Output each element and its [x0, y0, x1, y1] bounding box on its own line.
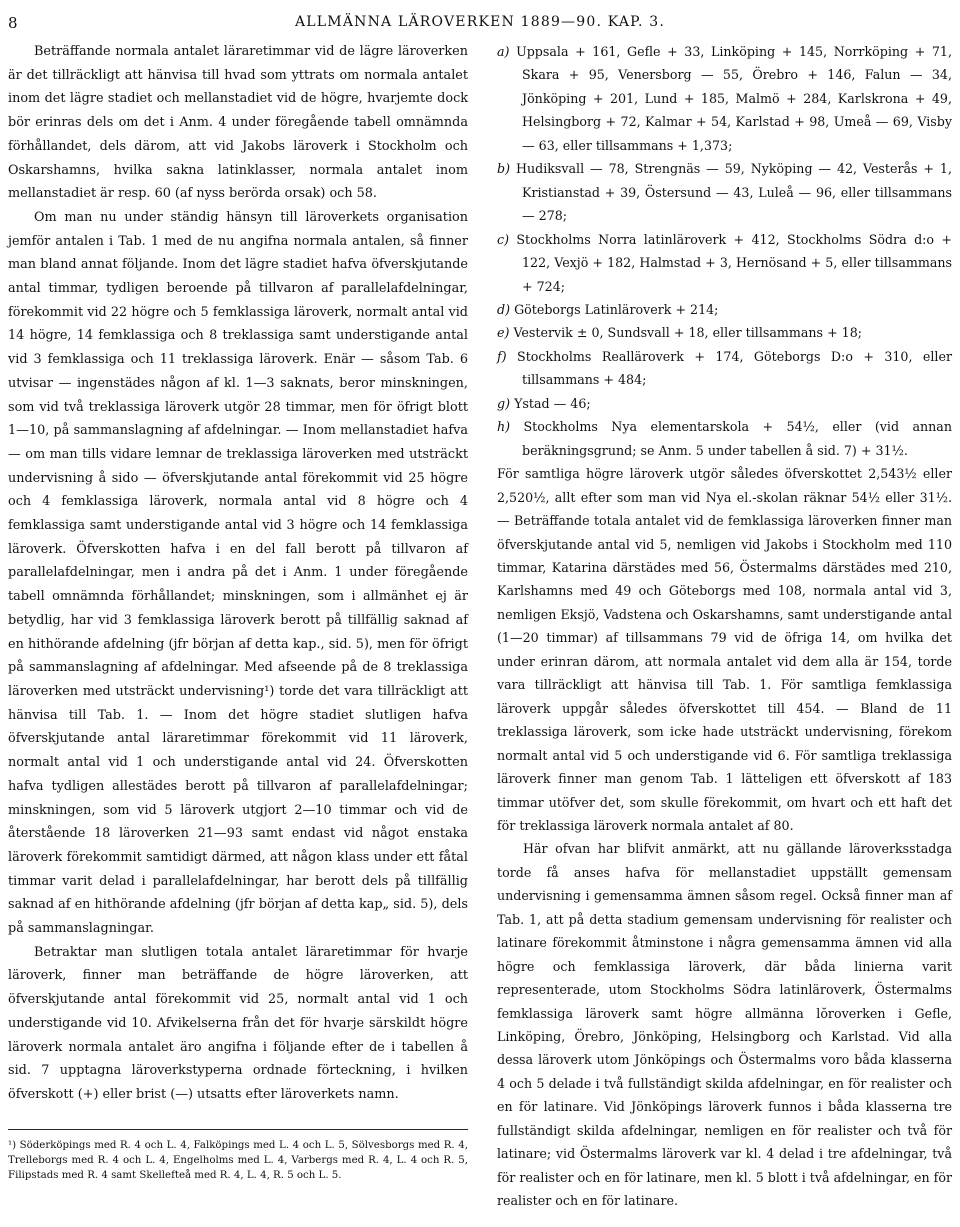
list-item-a [497, 40, 952, 157]
list-text: Göteborgs Latinläroverk + 214; [514, 301, 719, 317]
paragraph: Om man nu under ständig hänsyn till läroverkets organisation jemför antalen i Tab. 1 med de nu angifna normala antalen, så finner man bland annat följande. Inom det lägre stadiet hafva öfverskjutande antal timmar, tydligen beroende på tillvaron af parallelafdelningar, förekommit vid 22 högre och 5 femklassiga läroverk, normalt antal vid 14 högre, 14 femklassiga och 8 treklassiga samt understigande antal vid 3 femklassiga och 11 treklassiga läroverk. Enär — såsom Tab. 6 utvisar — ingenstädes någon af kl. 1—3 saknats, beror minskningen, som vid två treklassiga läroverk utgör 28 timmar, men för öfrigt blott 1—10, på sammanslagning af afdelningar. — Inom mellanstadiet hafva — om man tills vidare lemnar de treklassiga läroverken med utsträckt undervisning å sido — öfverskjutande antal förekommit vid 25 högre och 4 femklassiga läroverk, normala antal vid 8 högre och 4 femklassiga samt understigande antal vid 3 högre och 14 femklassiga läroverk. Öfverskotten hafva i en del fall berott på tillvaron af parallelafdelningar, men i andra på det i Anm. 1 under föregående tabell omnämnda förhållandet; minskningen, som i allmänhet ej är betydlig, har vid 3 femklassiga läroverk berott på tillfällig saknad af en hithörande afdelning (jfr början af detta kap., sid. 5), men för öfrigt på sammanslagning af afdelningar. Med afseende på de 8 treklassiga läroverken med utsträckt undervisning¹) torde det vara tillräckligt att hänvisa till Tab. 1. — Inom det högre stadiet slutligen hafva öfverskjutande antal läraretimmar förekommit vid 11 läroverk, normalt antal vid 1 och understigande antal vid 24. Öfverskotten hafva tydligen allestädes berott på tillvaron af parallelafdelningar; minskningen, som vid 5 läroverk utgjort 2—10 timmar och vid de återstående 18 läroverken 21—93 samt endast vid något enstaka läroverk förekommit samtidigt därmed, att någon klass under ett fåtal timmar varit delad i parallelafdelningar, har berott dels på tillfällig saknad af en hithörande afdelning (jfr början af detta kap„ sid. 5), dels på sammanslagningar. [8, 209, 468, 937]
list-item-b [497, 157, 952, 227]
list-text: Vestervik ± 0, Sundsvall + 18, eller tillsammans + 18; [513, 325, 863, 341]
list-label: h) [497, 419, 511, 435]
paragraph: Beträffande normala antalet läraretimmar vid de lägre läroverken är det tillräckligt att hänvisa till hvad som yttrats om normala antalet inom det lägre stadiet och mellanstadiet vid de högre, hvarjemte dock bör erinras dels om det i Anm. 4 under föregående tabell omnämnda förhållandet, dels därom, att vid Jakobs läroverk i Stockholm och Oskarshamns, hvilka sakna latinklasser, normala antalet inom mellanstadiet är resp. 60 (af nyss berörda orsak) och 58. [8, 44, 468, 202]
paragraph: Betraktar man slutligen totala antalet läraretimmar för hvarje läroverk, finner man beträffande de högre läroverken, att öfverskjutande antal förekommit vid 25, normalt antal vid 1 och understigande vid 10. Afvikelserna från det för hvarje särskildt högre läroverk normala antalet äro angifna i följande efter de i tabellen å sid. 7 upptagna läroverkstyperna ordnade förteckning, i hvilken öfverskott (+) eller brist (—) utsatts efter läroverkets namn. [8, 944, 468, 1102]
list-label: b) [497, 161, 511, 177]
list-label: g) [497, 395, 511, 411]
list-label: c) [497, 231, 510, 247]
list-label: d) [497, 301, 511, 317]
list-item-e [497, 321, 952, 344]
list-label: a) [497, 44, 510, 59]
paragraph: För samtliga högre läroverk utgör således öfverskottet 2,543½ eller 2,520½, allt efter som man vid Nya el.-skolan räknar 54½ eller 31½. — Beträffande totala antalet vid de femklassiga läroverken finner man öfverskjutande antal vid 5, nemligen vid Jakobs i Stockholm med 110 timmar, Katarina därstädes med 56, Östermalms därstädes med 210, Karlshamns med 49 och Göteborgs med 108, normala antal vid 3, nemligen Eksjö, Vadstena och Oskarshamns, samt understigande antal (1—20 timmar) af tillsammans 79 vid de öfriga 14, om hvilka det under erinran därom, att normala antalet vid dem alla är 154, torde vara tillräckligt att hänvisa till Tab. 1. För samtliga femklassiga läroverk uppgår således öfverskottet till 454. — Bland de 11 treklassiga läroverk, som icke hade utsträckt undervisning, förekom normalt antal vid 5 och understigande vid 6. För samtliga treklassiga läroverk finner man genom Tab. 1 lätteligen ett öfverskott af 183 timmar utöfver det, som skulle förekommit, om hvart och ett haft det för treklassiga läroverk normala antalet af 80. [497, 466, 952, 833]
list-item-d [497, 298, 952, 321]
list-label: e) [497, 325, 510, 341]
list-label: f) [497, 348, 507, 364]
left-column [8, 40, 468, 1107]
running-title: ALLMÄNNA LÄROVERKEN 1889—90. KAP. 3. [294, 14, 666, 30]
list-text: Uppsala + 161, Gefle + 33, Linköping + 145, Norrköping + 71, Skara + 95, Venersborg — 55, Örebro + 146, Falun — 34, Jönköping + 201, Lund + 185, Malmö + 284, Karlskrona + 49, Helsingborg + 72, Kalmar + 54, Karlstad + 98, Umeå — 69, Visby — 63, eller tillsammans + 1,373; [516, 44, 952, 153]
list-item-c [497, 228, 952, 298]
footnote: ¹) Söderköpings med R. 4 och L. 4, Falköpings med L. 4 och L. 5, Sölvesborgs med R. 4, Trelleborgs med R. 4 och L. 4, Engelholms med L. 4, Varbergs med R. 4, L. 4 och R. 5, Filipstads med R. 4 samt Skellefteå med R. 4, L. 4, R. 5 och L. 5. [8, 1140, 468, 1182]
list-item-f [497, 345, 952, 392]
page-header [8, 14, 952, 36]
page-number: 8 [8, 14, 18, 32]
list-item-g [497, 392, 952, 415]
list-item-h [497, 415, 952, 462]
footnote-block [8, 1129, 468, 1184]
list-text: Stockholms Nya elementarskola + 54½, eller (vid annan beräkningsgrund; se Anm. 5 under tabellen å sid. 7) + 31½. [522, 419, 952, 458]
list-text: Stockholms Norra latinläroverk + 412, Stockholms Södra d:o + 122, Vexjö + 182, Halmstad + 3, Hernösand + 5, eller tillsammans + 724; [516, 231, 952, 294]
list-text: Ystad — 46; [514, 395, 591, 411]
list-text: Stockholms Realläroverk + 174, Göteborgs D:o + 310, eller tillsammans + 484; [517, 348, 952, 388]
right-column [497, 40, 952, 1213]
list-text: Hudiksvall — 78, Strengnäs — 59, Nyköping — 42, Vesterås + 1, Kristianstad + 39, Östersund — 43, Luleå — 96, eller tillsammans — 278; [515, 161, 952, 224]
paragraph: Här ofvan har blifvit anmärkt, att nu gällande läroverksstadga torde få anses hafva för mellanstadiet uppställt gemensam undervisning i gemensamma ämnen såsom regel. Också finner man af Tab. 1, att på detta stadium gemensam undervisning för realister och latinare förekommit åtminstone i några gemensamma ämnen vid alla högre och femklassiga läroverk, där båda linierna varit representerade, utom Stockholms Södra latinläroverk, Östermalms femklassiga läroverk samt högre allmänna lŏroverken i Gefle, Linköping, Örebro, Jönköping, Helsingborg och Karlstad. Vid alla dessa läroverk utom Jönköpings och Östermalms voro båda klasserna 4 och 5 delade i två fullständigt skilda afdelningar, en för realister och en för latinare. Vid Jönköpings läroverk funnos i båda klasserna tre fullständigt skilda afdelningar, nemligen en för realister och två för latinare; vid Östermalms läroverk var kl. 4 delad i tre afdelningar, två för realister och en för latinare, men kl. 5 blott i två afdelningar, en för realister och en för latinare. [497, 841, 953, 1209]
